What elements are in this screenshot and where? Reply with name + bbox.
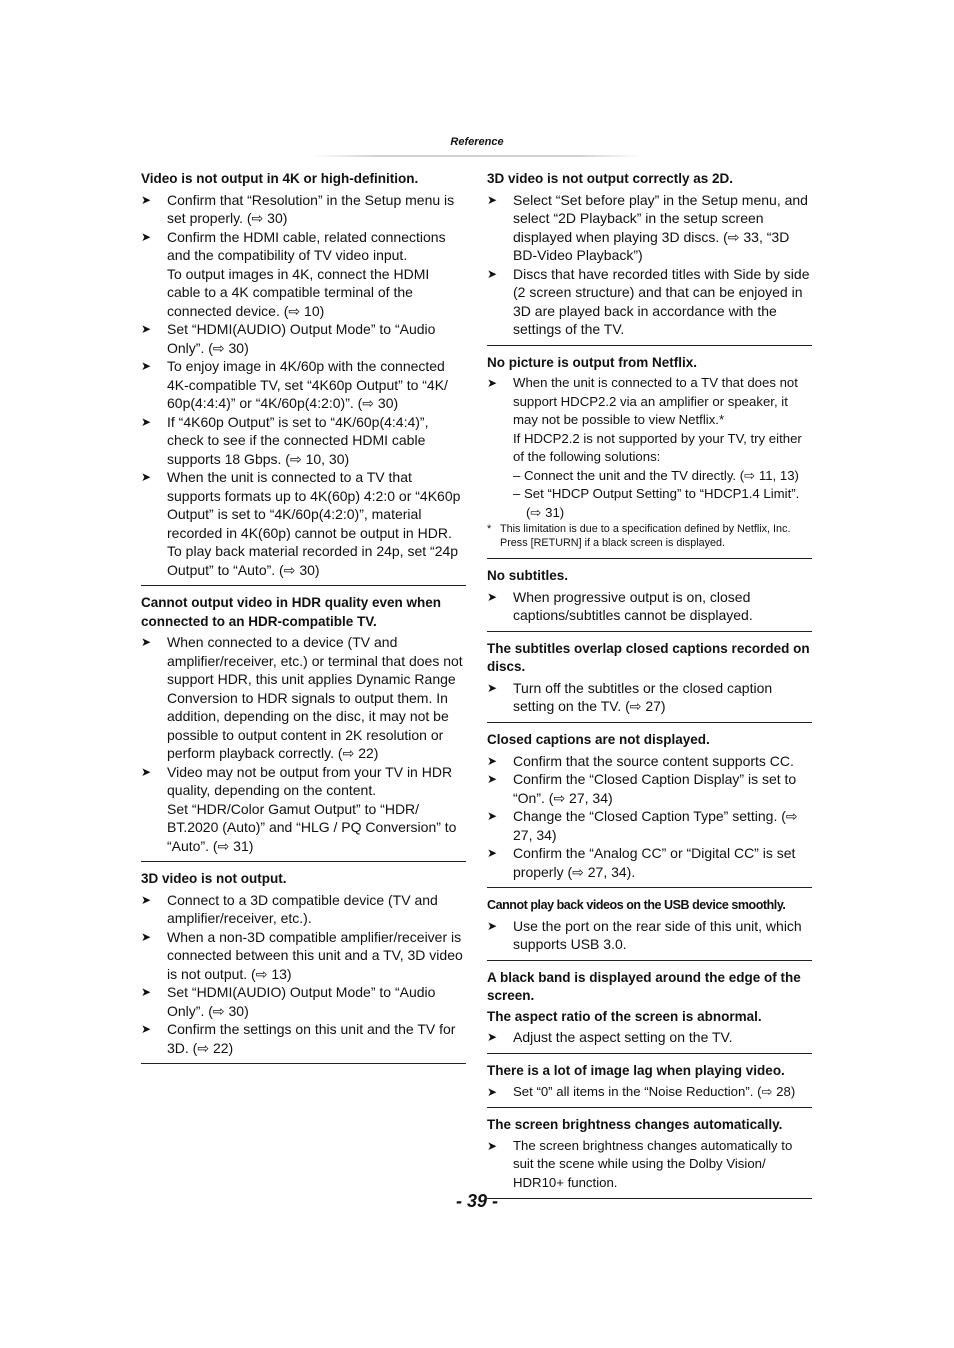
- item-text: To output images in 4K, connect the HDMI cable to a 4K compatible terminal of the connected device. (⇨ 10): [167, 265, 430, 319]
- bullet-item: [141, 633, 466, 763]
- arrow-bullet-icon: ➤: [141, 359, 152, 374]
- section-title: No subtitles.: [487, 568, 569, 584]
- bullet-item: [487, 588, 812, 625]
- item-text: Discs that have recorded titles with Side by side (2 screen structure) and that can be enjoyed in 3D are played back in accordance with the settings of the TV.: [513, 265, 810, 338]
- troubleshooting-section: [141, 170, 466, 586]
- arrow-bullet-icon: ➤: [141, 322, 152, 337]
- item-text: Confirm the settings on this unit and the TV for 3D. (⇨ 22): [167, 1021, 456, 1056]
- item-text: Confirm the “Analog CC” or “Digital CC” is set properly (⇨ 27, 34).: [513, 845, 796, 880]
- item-text: Set “HDMI(AUDIO) Output Mode” to “Audio Only”. (⇨ 30): [167, 984, 436, 1019]
- bullet-item: [141, 468, 466, 579]
- arrow-bullet-icon: ➤: [487, 589, 498, 604]
- item-text: Set “HDR/Color Gamut Output” to “HDR/ BT.2020 (Auto)” and “HLG / PQ Conversion” to “Auto”. (⇨ 31): [167, 800, 457, 854]
- right-column: [487, 170, 812, 1207]
- arrow-bullet-icon: ➤: [141, 929, 152, 944]
- arrow-bullet-icon: ➤: [487, 918, 498, 933]
- section-title: 3D video is not output correctly as 2D.: [487, 171, 734, 186]
- item-text: To play back material recorded in 24p, set “24p Output” to “Auto”. (⇨ 30): [167, 543, 459, 578]
- item-text: When the unit is connected to a TV that does not support HDCP2.2 via an amplifier or speaker, it may not be possible to view Netflix.*: [513, 375, 798, 428]
- item-text: Confirm that the source content supports CC.: [513, 752, 794, 769]
- item-text: Set “HDMI(AUDIO) Output Mode” to “Audio Only”. (⇨ 30): [167, 321, 436, 356]
- section-title: The screen brightness changes automatically.: [487, 1117, 783, 1133]
- arrow-bullet-icon: ➤: [141, 192, 152, 207]
- troubleshooting-section: [487, 1116, 812, 1199]
- footnote-text: This limitation is due to a specification defined by Netflix, Inc. Press [RETURN] if a black screen is displayed.: [500, 523, 791, 550]
- troubleshooting-section: [487, 354, 812, 560]
- bullet-item: [487, 374, 812, 522]
- bullet-item: [487, 807, 812, 844]
- bullet-item: [487, 191, 812, 265]
- item-text: When the unit is connected to a TV that supports formats up to 4K(60p) 4:2:0 or “4K60p Output” is set to “4K/60p(4:2:0)”, material recorded in 4K(60p) cannot be output in HDR.: [167, 469, 461, 541]
- section-title: The aspect ratio of the screen is abnormal.: [487, 1008, 762, 1024]
- item-text: When connected to a device (TV and amplifier/receiver, etc.) or terminal that does not support HDR, this unit applies Dynamic Range Conversion to HDR signals to output them. In addition, depending on the disc, it may not be possible to output content in 2K resolution or perform playback correctly. (⇨ 22): [167, 634, 463, 762]
- troubleshooting-section: [487, 640, 812, 723]
- item-text: Connect to a 3D compatible device (TV and amplifier/receiver, etc.).: [167, 891, 438, 927]
- bullet-item: [487, 1083, 812, 1102]
- arrow-bullet-icon: ➤: [487, 680, 498, 695]
- arrow-bullet-icon: ➤: [487, 1138, 498, 1153]
- item-text: Confirm the “Closed Caption Display” is set to “On”. (⇨ 27, 34): [513, 771, 797, 806]
- section-title: 3D video is not output.: [141, 871, 287, 887]
- bullet-item: [141, 1020, 466, 1057]
- arrow-bullet-icon: ➤: [487, 266, 498, 281]
- header-label: Reference: [450, 136, 504, 148]
- bullet-item: [141, 413, 466, 469]
- bullet-item: [487, 1028, 812, 1047]
- arrow-bullet-icon: ➤: [141, 470, 152, 485]
- bullet-item: [487, 917, 812, 954]
- arrow-bullet-icon: ➤: [487, 192, 498, 207]
- troubleshooting-section: [487, 969, 812, 1054]
- bullet-item: [487, 265, 812, 339]
- item-text: Select “Set before play” in the Setup menu, and select “2D Playback” in the setup screen displayed when playing 3D discs. (⇨ 33, “3D BD-Video Playback”): [513, 191, 808, 264]
- bullet-item: [141, 928, 466, 984]
- header-rule: [312, 155, 642, 157]
- footnote-marker: *: [487, 523, 492, 536]
- bullet-item: [141, 763, 466, 856]
- troubleshooting-section: [487, 896, 812, 961]
- item-text: If HDCP2.2 is not supported by your TV, try either of the following solutions:: [513, 430, 802, 465]
- bullet-item: [487, 752, 812, 771]
- item-text: Turn off the subtitles or the closed caption setting on the TV. (⇨ 27): [513, 679, 773, 715]
- bullet-item: [487, 679, 812, 716]
- arrow-bullet-icon: ➤: [487, 772, 498, 787]
- arrow-bullet-icon: ➤: [487, 846, 498, 861]
- bullet-item: [141, 983, 466, 1020]
- troubleshooting-section: [487, 567, 812, 632]
- arrow-bullet-icon: ➤: [141, 1022, 152, 1037]
- arrow-bullet-icon: ➤: [141, 764, 152, 779]
- section-title: The subtitles overlap closed captions recorded on discs.: [487, 640, 810, 675]
- item-text: Video may not be output from your TV in HDR quality, depending on the content.: [167, 763, 453, 799]
- troubleshooting-section: [141, 870, 466, 1064]
- bullet-item: [141, 891, 466, 928]
- dash-item: – Set “HDCP Output Setting” to “HDCP1.4 Limit”. (⇨ 31): [513, 486, 800, 520]
- item-text: Adjust the aspect setting on the TV.: [513, 1029, 733, 1046]
- item-text: Confirm that “Resolution” in the Setup menu is set properly. (⇨ 30): [167, 191, 455, 227]
- arrow-bullet-icon: ➤: [487, 1030, 498, 1045]
- section-title: A black band is displayed around the edge of the screen.: [487, 969, 801, 1004]
- bullet-item: [487, 770, 812, 807]
- bullet-item: [141, 320, 466, 357]
- item-text: When a non-3D compatible amplifier/receiver is connected between this unit and a TV, 3D video is not output. (⇨ 13): [167, 928, 463, 982]
- arrow-bullet-icon: ➤: [487, 753, 498, 768]
- left-column: [141, 170, 466, 1072]
- troubleshooting-section: [141, 594, 466, 862]
- page-number: - 39 -: [455, 1191, 498, 1211]
- item-text: If “4K60p Output” is set to “4K/60p(4:4:4)”, check to see if the connected HDMI cable supports 18 Gbps. (⇨ 10, 30): [167, 413, 429, 467]
- troubleshooting-section: [487, 1062, 812, 1108]
- arrow-bullet-icon: ➤: [487, 809, 498, 824]
- section-title: Closed captions are not displayed.: [487, 731, 710, 747]
- section-title: Cannot play back videos on the USB device smoothly.: [487, 898, 786, 913]
- section-title: There is a lot of image lag when playing video.: [487, 1062, 785, 1078]
- item-text: To enjoy image in 4K/60p with the connected 4K-compatible TV, set “4K60p Output” to “4K/ 60p(4:4:4)” or “4K/60p(4:2:0)”. (⇨ 30): [167, 358, 448, 412]
- bullet-item: [487, 844, 812, 881]
- item-text: The screen brightness changes automatically to suit the scene while using the Dolby Vision/ HDR10+ function.: [513, 1137, 793, 1190]
- footnote: [487, 522, 812, 550]
- arrow-bullet-icon: ➤: [141, 414, 152, 429]
- arrow-bullet-icon: ➤: [141, 635, 152, 650]
- item-text: When progressive output is on, closed captions/subtitles cannot be displayed.: [513, 588, 753, 624]
- bullet-item: [487, 1137, 812, 1193]
- arrow-bullet-icon: ➤: [487, 1084, 498, 1099]
- bullet-item: [141, 191, 466, 228]
- section-title: Cannot output video in HDR quality even when connected to an HDR-compatible TV.: [141, 595, 442, 629]
- troubleshooting-section: [487, 731, 812, 888]
- arrow-bullet-icon: ➤: [141, 985, 152, 1000]
- arrow-bullet-icon: ➤: [487, 376, 498, 391]
- item-text: Confirm the HDMI cable, related connections and the compatibility of TV video input.: [167, 228, 446, 264]
- item-text: Set “0” all items in the “Noise Reduction”. (⇨ 28): [513, 1083, 796, 1099]
- item-text: Use the port on the rear side of this unit, which supports USB 3.0.: [513, 917, 802, 953]
- arrow-bullet-icon: ➤: [141, 229, 152, 244]
- arrow-bullet-icon: ➤: [141, 892, 152, 907]
- section-title: No picture is output from Netflix.: [487, 354, 698, 370]
- bullet-item: [141, 357, 466, 413]
- item-text: Change the “Closed Caption Type” setting. (⇨ 27, 34): [513, 808, 798, 843]
- bullet-item: [141, 228, 466, 321]
- section-title: Video is not output in 4K or high-definition.: [141, 171, 419, 186]
- troubleshooting-section: [487, 170, 812, 346]
- dash-item: – Connect the unit and the TV directly. (⇨ 11, 13): [513, 467, 799, 483]
